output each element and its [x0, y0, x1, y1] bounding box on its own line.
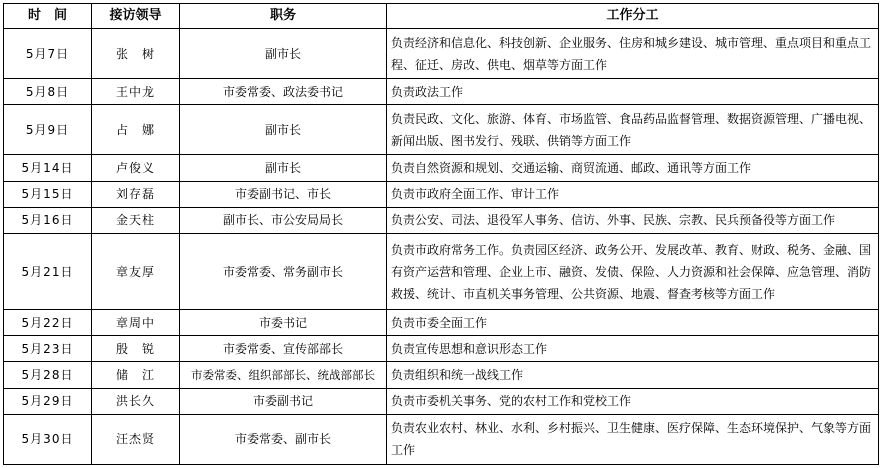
date-cell: 5月22日 [4, 310, 92, 336]
duty-cell: 负责民政、文化、旅游、体育、市场监管、食品药品监督管理、数据资源管理、广播电视、新闻出版、图书发行、残联、供销等方面工作 [387, 105, 879, 155]
table-row [4, 79, 879, 105]
date-cell: 5月16日 [4, 207, 92, 233]
leader-cell: 洪长久 [92, 388, 180, 414]
header-time: 时 间 [4, 4, 92, 29]
duty-cell: 负责农业农村、林业、水利、乡村振兴、卫生健康、医疗保障、生态环境保护、气象等方面工作 [387, 414, 879, 464]
table-row [4, 233, 879, 309]
duty-cell: 负责宣传思想和意识形态工作 [387, 336, 879, 362]
position-cell: 副市长 [180, 155, 387, 181]
header-leader: 接访领导 [92, 4, 180, 29]
header-duty: 工作分工 [387, 4, 879, 29]
leader-cell: 章友厚 [92, 233, 180, 309]
position-cell: 市委副书记 [180, 388, 387, 414]
position-cell: 市委书记 [180, 310, 387, 336]
date-cell: 5月14日 [4, 155, 92, 181]
leader-cell: 金天柱 [92, 207, 180, 233]
duty-cell: 负责自然资源和规划、交通运输、商贸流通、邮政、通讯等方面工作 [387, 155, 879, 181]
table-row [4, 414, 879, 464]
table-row [4, 155, 879, 181]
table-row [4, 310, 879, 336]
leader-cell: 占 娜 [92, 105, 180, 155]
duty-cell: 负责市委机关事务、党的农村工作和党校工作 [387, 388, 879, 414]
table-row [4, 388, 879, 414]
table-row [4, 362, 879, 388]
date-cell: 5月30日 [4, 414, 92, 464]
table-row [4, 181, 879, 207]
date-cell: 5月15日 [4, 181, 92, 207]
table-row [4, 29, 879, 79]
duty-cell: 负责市政府全面工作、审计工作 [387, 181, 879, 207]
duty-cell: 负责市委全面工作 [387, 310, 879, 336]
duty-cell: 负责政法工作 [387, 79, 879, 105]
duty-cell: 负责经济和信息化、科技创新、企业服务、住房和城乡建设、城市管理、重点项目和重点工程、征迁、房改、供电、烟草等方面工作 [387, 29, 879, 79]
position-cell: 市委常委、宣传部部长 [180, 336, 387, 362]
position-cell: 市委常委、组织部部长、统战部部长 [180, 362, 387, 388]
duty-cell: 负责市政府常务工作。负责园区经济、政务公开、发展改革、教育、财政、税务、金融、国有资产运营和管理、企业上市、融资、发债、保险、人力资源和社会保障、应急管理、消防救援、统计、市直机关事务管理、公共资源、地震、督查考核等方面工作 [387, 233, 879, 309]
table-row [4, 207, 879, 233]
date-cell: 5月8日 [4, 79, 92, 105]
position-cell: 市委常委、副市长 [180, 414, 387, 464]
date-cell: 5月29日 [4, 388, 92, 414]
position-cell: 市委副书记、市长 [180, 181, 387, 207]
reception-schedule-table [3, 3, 879, 465]
table-row [4, 105, 879, 155]
date-cell: 5月23日 [4, 336, 92, 362]
date-cell: 5月21日 [4, 233, 92, 309]
leader-cell: 张 树 [92, 29, 180, 79]
duty-cell: 负责公安、司法、退役军人事务、信访、外事、民族、宗教、民兵预备役等方面工作 [387, 207, 879, 233]
date-cell: 5月28日 [4, 362, 92, 388]
date-cell: 5月9日 [4, 105, 92, 155]
position-cell: 副市长 [180, 105, 387, 155]
leader-cell: 刘存磊 [92, 181, 180, 207]
duty-cell: 负责组织和统一战线工作 [387, 362, 879, 388]
leader-cell: 储 江 [92, 362, 180, 388]
date-cell: 5月7日 [4, 29, 92, 79]
table-row [4, 336, 879, 362]
position-cell: 副市长 [180, 29, 387, 79]
table-header-row [4, 4, 879, 29]
position-cell: 市委常委、常务副市长 [180, 233, 387, 309]
leader-cell: 章周中 [92, 310, 180, 336]
leader-cell: 卢俊义 [92, 155, 180, 181]
header-position: 职务 [180, 4, 387, 29]
position-cell: 副市长、市公安局局长 [180, 207, 387, 233]
leader-cell: 殷 锐 [92, 336, 180, 362]
leader-cell: 汪杰贤 [92, 414, 180, 464]
leader-cell: 王中龙 [92, 79, 180, 105]
position-cell: 市委常委、政法委书记 [180, 79, 387, 105]
